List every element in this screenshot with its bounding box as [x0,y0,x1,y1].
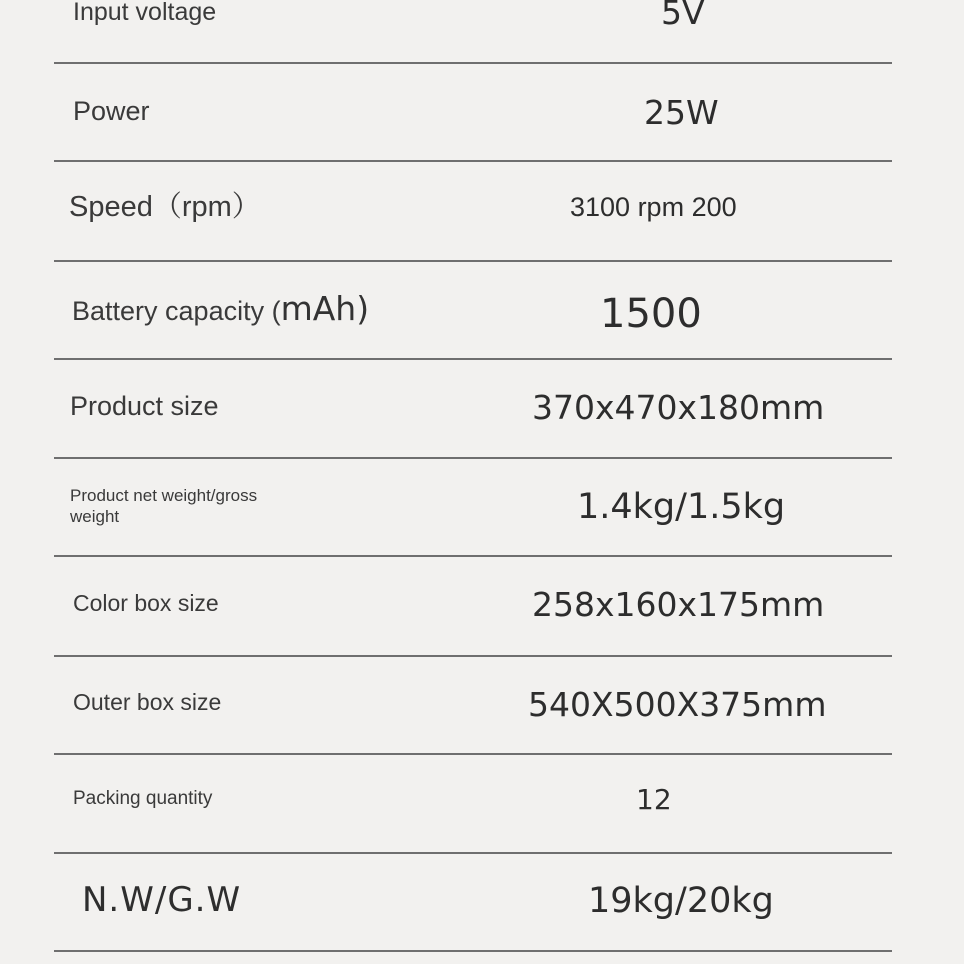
label-nw-gw: N.W/G.W [82,880,242,920]
label-product-size: Product size [70,391,219,421]
value-power: 25W [644,93,719,132]
value-nw-gw: 19kg/20kg [588,881,774,921]
value-color-box-size: 258x160x175mm [532,585,825,624]
row-divider [54,655,892,657]
row-divider [54,950,892,952]
row-divider [54,358,892,360]
value-battery-capacity: 1500 [600,291,702,337]
label-battery-capacity-unit: mAh) [280,289,370,328]
value-net-gross-weight: 1.4kg/1.5kg [577,487,786,527]
row-divider [54,852,892,854]
row-divider [54,260,892,262]
value-speed: 3100 rpm 200 [570,192,737,222]
row-divider [54,555,892,557]
label-battery-capacity-main: Battery capacity ( [72,296,281,326]
value-product-size: 370x470x180mm [532,388,825,427]
row-divider [54,753,892,755]
label-speed: Speed（rpm） [69,191,261,223]
row-divider [54,160,892,162]
label-battery-capacity [72,289,370,328]
row-divider [54,62,892,64]
label-packing-quantity: Packing quantity [73,788,213,809]
label-input-voltage: Input voltage [73,0,217,26]
value-input-voltage: 5V [661,0,705,32]
label-outer-box-size: Outer box size [73,689,222,715]
value-packing-quantity: 12 [636,783,672,816]
label-net-gross-weight: Product net weight/gross weight [70,486,258,526]
value-outer-box-size: 540X500X375mm [528,685,827,724]
label-power: Power [73,96,150,126]
row-divider [54,457,892,459]
label-color-box-size: Color box size [73,590,219,616]
